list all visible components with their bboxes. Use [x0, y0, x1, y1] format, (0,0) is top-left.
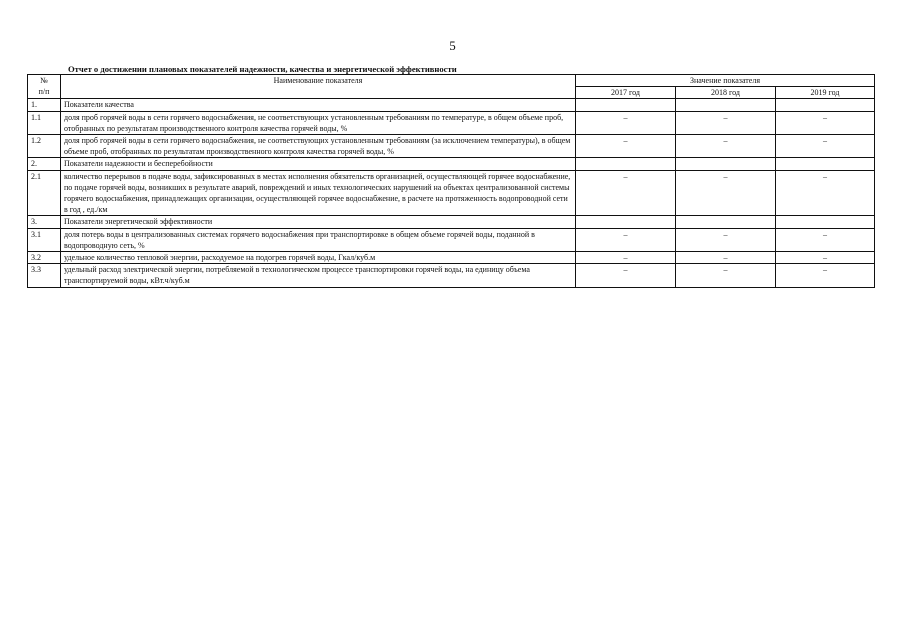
value-2017	[576, 170, 676, 216]
header-number-line1: №	[40, 76, 48, 85]
section-title: Показатели качества	[61, 99, 576, 111]
section-row	[28, 158, 875, 170]
table-header	[28, 75, 875, 99]
header-number-line2: п/п	[38, 87, 50, 97]
empty-cell	[576, 216, 676, 228]
row-number: 3.3	[28, 264, 61, 287]
row-number: 1.1	[28, 111, 61, 134]
header-number	[28, 75, 61, 99]
row-number: 2.1	[28, 170, 61, 216]
empty-cell	[776, 158, 875, 170]
empty-cell	[676, 216, 776, 228]
header-year-2019: 2019 год	[776, 87, 875, 99]
value-text: –	[623, 253, 628, 263]
value-2017	[576, 252, 676, 264]
value-2018	[676, 264, 776, 287]
value-2019	[776, 264, 875, 287]
value-text: –	[723, 229, 728, 239]
row-number: 3.1	[28, 228, 61, 251]
header-year-2018: 2018 год	[676, 87, 776, 99]
value-2019	[776, 135, 875, 158]
indicator-name: доля проб горячей воды в сети горячего водоснабжения, не соответствующих установленным требованиям по температуре, в общем объеме проб, отобранных по результатам производственного контроля качества горячей воды, %	[61, 111, 576, 134]
table-row	[28, 170, 875, 216]
table-row	[28, 252, 875, 264]
value-text: –	[723, 253, 728, 263]
empty-cell	[676, 99, 776, 111]
value-text: –	[723, 112, 728, 122]
value-2018	[676, 228, 776, 251]
value-text: –	[823, 265, 827, 275]
value-2019	[776, 170, 875, 216]
value-text: –	[723, 136, 728, 146]
value-2019	[776, 228, 875, 251]
section-title: Показатели надежности и бесперебойности	[61, 158, 576, 170]
empty-cell	[776, 216, 875, 228]
page-number: 5	[449, 38, 456, 53]
row-number: 3.2	[28, 252, 61, 264]
table-body	[28, 99, 875, 287]
value-text: –	[723, 265, 728, 275]
empty-cell	[576, 99, 676, 111]
value-text: –	[823, 171, 827, 181]
value-text: –	[823, 229, 827, 239]
header-row	[28, 75, 875, 87]
indicators-table	[27, 74, 875, 288]
row-number: 2.	[28, 158, 61, 170]
empty-cell	[776, 99, 875, 111]
value-text: –	[823, 253, 827, 263]
header-indicator-name: Наименование показателя	[61, 75, 576, 99]
value-2017	[576, 228, 676, 251]
value-2018	[676, 252, 776, 264]
value-2018	[676, 135, 776, 158]
section-row	[28, 99, 875, 111]
table-row	[28, 135, 875, 158]
value-text: –	[623, 229, 628, 239]
section-title: Показатели энергетической эффективности	[61, 216, 576, 228]
value-2017	[576, 135, 676, 158]
empty-cell	[576, 158, 676, 170]
table-row	[28, 228, 875, 251]
value-text: –	[623, 136, 628, 146]
value-2017	[576, 264, 676, 287]
value-text: –	[623, 171, 628, 181]
header-value-group: Значение показателя	[576, 75, 875, 87]
row-number: 3.	[28, 216, 61, 228]
section-row	[28, 216, 875, 228]
value-text: –	[623, 265, 628, 275]
value-2018	[676, 111, 776, 134]
value-2019	[776, 111, 875, 134]
value-text: –	[823, 136, 827, 146]
value-text: –	[823, 112, 827, 122]
value-2017	[576, 111, 676, 134]
value-2018	[676, 170, 776, 216]
value-text: –	[623, 112, 628, 122]
report-title: Отчет о достижении плановых показателей надежности, качества и энергетической эффективности	[68, 64, 457, 74]
row-number: 1.2	[28, 135, 61, 158]
table-row	[28, 264, 875, 287]
row-number: 1.	[28, 99, 61, 111]
indicator-name: доля проб горячей воды в сети горячего водоснабжения, не соответствующих установленным требованиям (за исключением температуры), в общем объеме проб, отобранных по результатам производственного контроля качества горячей воды, %	[61, 135, 576, 158]
value-2019	[776, 252, 875, 264]
empty-cell	[676, 158, 776, 170]
indicator-name: удельное количество тепловой энергии, расходуемое на подогрев горячей воды, Гкал/куб.м	[61, 252, 576, 264]
value-text: –	[723, 171, 728, 181]
indicator-name: удельный расход электрической энергии, потребляемой в технологическом процессе транспортировки горячей воды, на единицу объема транспортируемой воды, кВт.ч/куб.м	[61, 264, 576, 287]
indicator-name: количество перерывов в подаче воды, зафиксированных в местах исполнения обязательств организацией, осуществляющей горячее водоснабжение, по подаче горячей воды, возникших в результате аварий, повреждений и иных технологических нарушений на объектах централизованной системы горячего водоснабжения, принадлежащих организации, осуществляющей горячее водоснабжение, в расчете на протяженность водопроводной сети в год , ед./км	[61, 170, 576, 216]
header-year-2017: 2017 год	[576, 87, 676, 99]
table-row	[28, 111, 875, 134]
indicator-name: доля потерь воды в централизованных системах горячего водоснабжения при транспортировке в общем объеме горячей воды, поданной в водопроводную сеть, %	[61, 228, 576, 251]
